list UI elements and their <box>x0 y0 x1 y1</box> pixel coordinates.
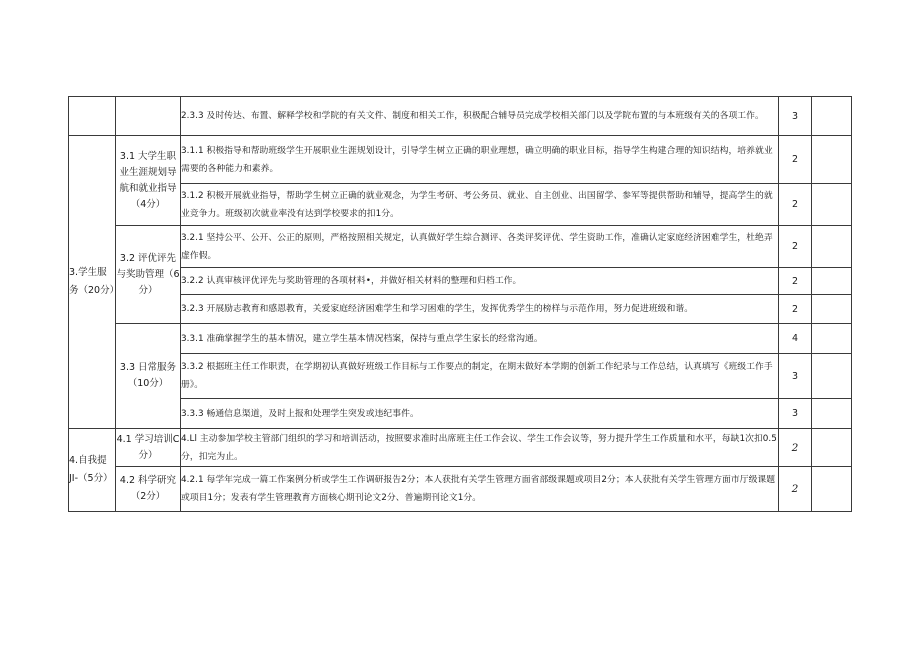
score-cell: 4 <box>779 324 812 354</box>
score-cell: 2 <box>779 429 812 467</box>
group-cell: 3.2 评优评先与奖助管理（6分） <box>116 226 181 324</box>
group-cell: 3.3 日常服务（10分） <box>116 324 181 429</box>
criterion-text: 3.3.1 准确掌握学生的基本情况，建立学生基本情况档案，保持与重点学生家长的经常沟通。 <box>181 324 779 354</box>
table-row <box>69 268 852 295</box>
group-cell: 4.2 科学研究（2分） <box>116 467 181 512</box>
section-cell <box>69 97 116 136</box>
group-cell: 3.1 大学生职业生涯规划导航和就业指导（4分） <box>116 136 181 226</box>
blank-cell <box>812 136 852 184</box>
score-cell: 3 <box>779 354 812 399</box>
table-row <box>69 429 852 467</box>
criterion-text: 3.1.2 积极开展就业指导，帮助学生树立正确的就业观念，为学生考研、考公务员、就业、自主创业、出国留学、参军等提供帮助和辅导，提高学生的就业竞争力。班级初次就业率没有达到学校要求的扣1分。 <box>181 184 779 226</box>
table-row <box>69 399 852 429</box>
criterion-text: 3.2.1 坚持公平、公开、公正的原则，严格按照相关规定，认真做好学生综合测评、各类评奖评优、学生资助工作，准确认定家庭经济困难学生，杜绝弄虚作假。 <box>181 226 779 268</box>
score-cell: 3 <box>779 399 812 429</box>
table-row <box>69 136 852 184</box>
score-cell: 2 <box>779 226 812 268</box>
table-row <box>69 324 852 354</box>
table-row <box>69 295 852 324</box>
criterion-text: 4.2.1 每学年完成一篇工作案例分析或学生工作调研报告2分；本人获批有关学生管理方面省部级课题或项目2分；本人获批有关学生管理方面市厅级课题或项目1分；发表有学生管理教育方面核心期刊论文2分、普遍期刊论文1分。 <box>181 467 779 512</box>
criterion-text: 2.3.3 及时传达、布置、解释学校和学院的有关文件、制度和相关工作，积极配合辅导员完成学校相关部门以及学院布置的与本班级有关的各项工作。 <box>181 97 779 136</box>
group-cell: 4.1 学习培训C分） <box>116 429 181 467</box>
score-cell: 2 <box>779 295 812 324</box>
blank-cell <box>812 324 852 354</box>
table-row <box>69 184 852 226</box>
section-cell: 3.学生服务（20分） <box>69 136 116 429</box>
table-row <box>69 467 852 512</box>
score-cell: 3 <box>779 97 812 136</box>
blank-cell <box>812 184 852 226</box>
blank-cell <box>812 97 852 136</box>
evaluation-table <box>68 96 852 512</box>
criterion-text: 3.2.3 开展励志教育和感恩教育，关爱家庭经济困难学生和学习困难的学生，发挥优秀学生的榜样与示范作用，努力促进班级和谐。 <box>181 295 779 324</box>
blank-cell <box>812 295 852 324</box>
blank-cell <box>812 268 852 295</box>
score-cell: 2 <box>779 136 812 184</box>
criterion-text: 3.3.3 畅通信息渠道，及时上报和处理学生突发或违纪事件。 <box>181 399 779 429</box>
group-cell <box>116 97 181 136</box>
table-row <box>69 226 852 268</box>
score-cell: 2 <box>779 268 812 295</box>
section-cell: 4.自我提JI-（5分） <box>69 429 116 512</box>
blank-cell <box>812 429 852 467</box>
blank-cell <box>812 467 852 512</box>
table-row <box>69 97 852 136</box>
blank-cell <box>812 226 852 268</box>
criterion-text: 3.2.2 认真审核评优评先与奖助管理的各项材料•，并做好相关材料的整理和归档工作。 <box>181 268 779 295</box>
criterion-text: 3.3.2 根据班主任工作职责，在学期初认真做好班级工作目标与工作要点的制定，在期末做好本学期的创新工作纪录与工作总结，认真填写《班级工作手册》。 <box>181 354 779 399</box>
blank-cell <box>812 399 852 429</box>
score-cell: 2 <box>779 184 812 226</box>
blank-cell <box>812 354 852 399</box>
score-cell: 2 <box>779 467 812 512</box>
table-row <box>69 354 852 399</box>
criterion-text: 4.Ll 主动参加学校主管部门组织的学习和培训活动，按照要求准时出席班主任工作会议、学生工作会议等，努力提升学生工作质量和水平，每缺1次扣0.5分，扣完为止。 <box>181 429 779 467</box>
criterion-text: 3.1.1 积极指导和帮助班级学生开展职业生涯规划设计，引导学生树立正确的职业理想，确立明确的职业目标，指导学生构建合理的知识结构，培养就业需要的各种能力和素养。 <box>181 136 779 184</box>
